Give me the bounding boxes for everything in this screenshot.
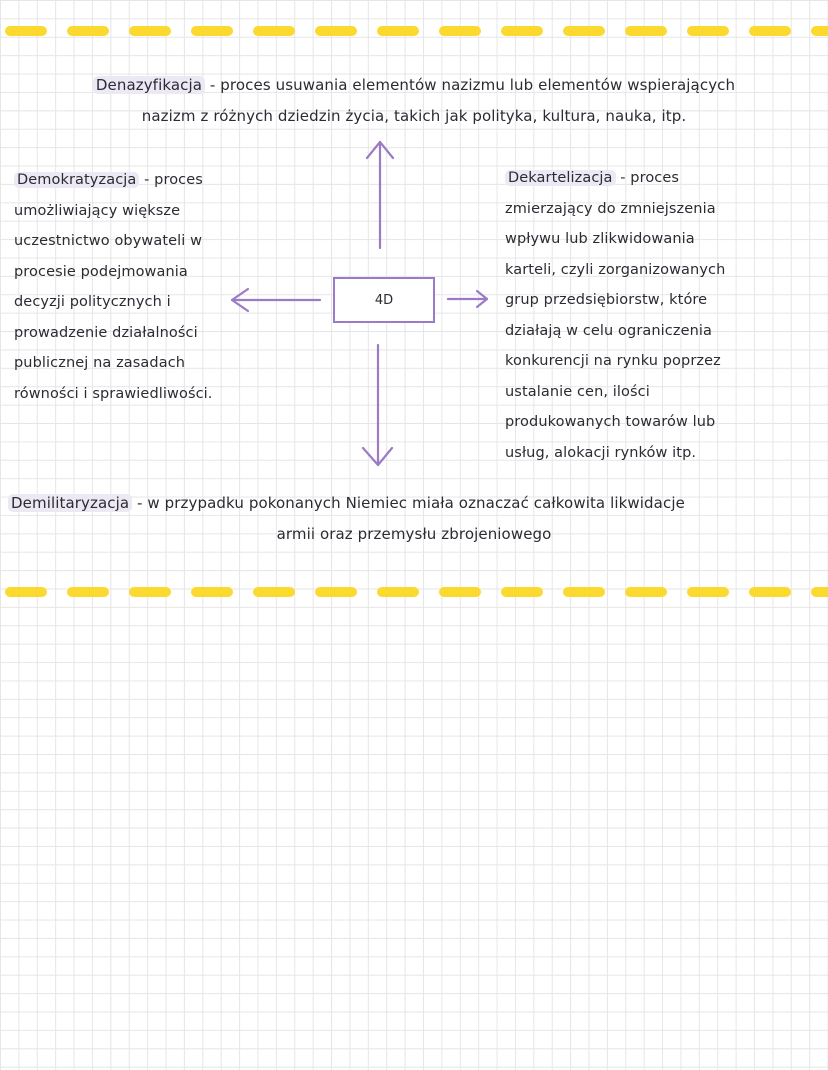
definition-line: produkowanych towarów lub: [505, 414, 716, 430]
definition-demilitaryzacja: [0, 488, 828, 549]
definition-line: publicznej na zasadach: [14, 355, 186, 371]
bottom-dashed-divider: [0, 586, 828, 598]
definition-line: działają w celu ograniczenia: [505, 322, 712, 339]
definition-line: decyzji politycznych i: [14, 294, 171, 310]
definition-line: ustalanie cen, ilości: [505, 383, 650, 400]
definition-line: procesie podejmowania: [14, 263, 188, 280]
definition-line: uczestnictwo obywateli w: [14, 233, 203, 249]
definition-line: konkurencji na rynku poprzez: [505, 353, 721, 369]
definition-demilitaryzacja-line1: Demilitaryzacja - w przypadku pokonanych Niemiec miała oznaczać całkowita likwidacje: [0, 488, 828, 519]
term-demilitaryzacja: Demilitaryzacja: [8, 494, 132, 512]
top-dashed-divider: [0, 25, 828, 37]
term-dekartelizacja: Dekartelizacja: [505, 170, 616, 186]
definition-line: prowadzenie działalności: [14, 324, 198, 341]
definition-line: wpływu lub zlikwidowania: [505, 231, 695, 247]
definition-line: zmierzający do zmniejszenia: [505, 200, 716, 217]
definition-demilitaryzacja-line2: armii oraz przemysłu zbrojeniowego: [276, 524, 552, 543]
center-box-label: 4D: [374, 292, 394, 308]
definition-dekartelizacja-line1: Dekartelizacja - proces: [505, 163, 725, 194]
definition-demokratyzacja-line1: Demokratyzacja - proces: [14, 165, 213, 196]
definition-demokratyzacja: [14, 165, 213, 409]
arrow-up-icon: [367, 142, 393, 248]
definition-line: usług, alokacji rynków itp.: [505, 444, 697, 461]
definition-line: karteli, czyli zorganizowanych: [505, 261, 726, 278]
definition-denazyfikacja: [0, 70, 828, 131]
definition-line: równości i sprawiedliwości.: [14, 385, 213, 402]
definition-line: grup przedsiębiorstw, które: [505, 292, 708, 308]
definition-denazyfikacja-line1: Denazyfikacja - proces usuwania elementów nazizmu lub elementów wspierających: [0, 70, 828, 101]
definition-denazyfikacja-line2: nazizm z różnych dziedzin życia, takich jak polityka, kultura, nauka, itp.: [141, 106, 687, 125]
arrow-left-icon: [232, 289, 320, 311]
term-demokratyzacja: Demokratyzacja: [14, 172, 139, 188]
definition-dekartelizacja: [505, 163, 725, 468]
center-box-4d: [333, 277, 435, 323]
arrow-right-icon: [448, 291, 487, 307]
definition-line: umożliwiający większe: [14, 202, 181, 219]
term-denazyfikacja: Denazyfikacja: [93, 76, 205, 94]
arrow-down-icon: [363, 345, 392, 465]
